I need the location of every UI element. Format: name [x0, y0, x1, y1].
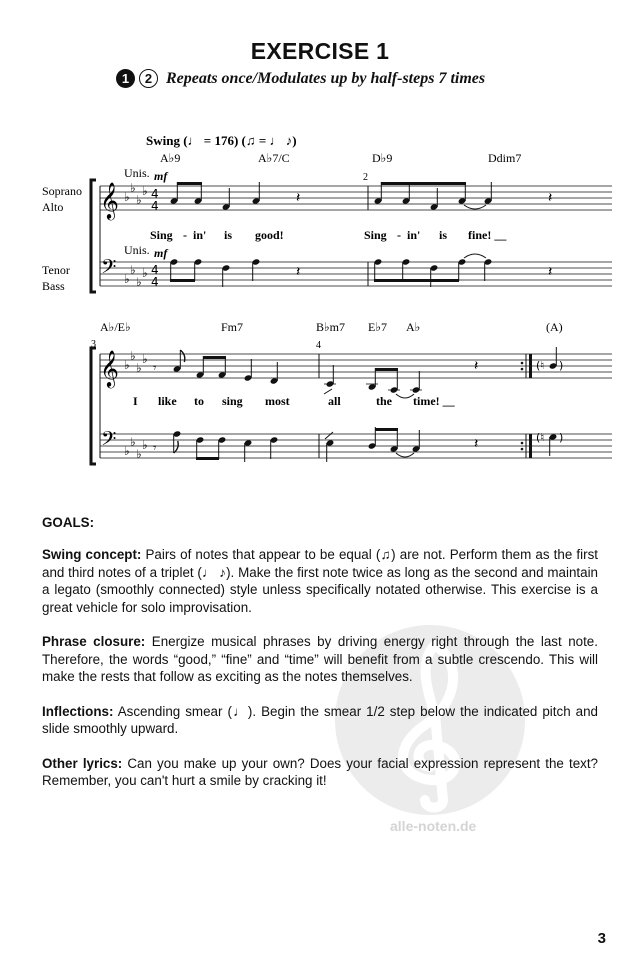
- chord-symbol: Fm7: [221, 320, 244, 334]
- notation: [91, 180, 612, 464]
- goal-swing-concept: [42, 546, 598, 616]
- goal-inflections: [42, 703, 598, 738]
- beam: [170, 279, 195, 282]
- time-signature: 4: [151, 199, 159, 213]
- eighth-rest: 𝄾: [153, 361, 157, 376]
- lyric: the: [376, 394, 392, 408]
- repeat-dot: [521, 448, 524, 451]
- flat-sign: ♭: [142, 266, 148, 280]
- lyric: in': [193, 228, 207, 242]
- goal-label: Phrase closure:: [42, 634, 146, 649]
- lyric: is: [224, 228, 233, 242]
- paren: ): [559, 431, 564, 444]
- beam: [203, 356, 226, 359]
- repeat-dot: [521, 368, 524, 371]
- flat-sign: ♭: [142, 438, 148, 452]
- chord-symbol: A♭: [406, 320, 421, 334]
- goal-other-lyrics: [42, 755, 598, 790]
- voice-label-tenor: Tenor: [42, 263, 70, 277]
- smear-mark: [325, 432, 333, 439]
- goals-heading: GOALS:: [42, 515, 95, 530]
- paren: ): [559, 359, 564, 372]
- flat-sign: ♭: [136, 275, 142, 289]
- chord-symbol: A♭9: [160, 151, 181, 165]
- tie: [396, 394, 414, 398]
- lyric: Sing: [150, 228, 173, 242]
- treble-clef-icon: 𝄞: [100, 181, 119, 219]
- time-signature: 4: [151, 263, 159, 277]
- goal-label: Swing concept:: [42, 547, 142, 562]
- flat-sign: ♭: [136, 447, 142, 461]
- repeat-dot: [521, 362, 524, 365]
- goal-text: Can you make up your own? Does your facial expression represent the text? Remember, you can't hurt a smile by cracking it!: [42, 755, 599, 788]
- chord-symbol: D♭9: [372, 151, 393, 165]
- tempo-marking: Swing (♩ = 176) (♫ = ♩ ♪): [146, 133, 297, 148]
- flat-sign: ♭: [124, 444, 130, 458]
- quarter-rest: 𝄽: [296, 190, 301, 206]
- tie: [396, 453, 414, 457]
- system-bracket: [91, 348, 96, 464]
- system2-chords: [91, 320, 563, 351]
- lyric: to: [194, 394, 204, 408]
- goal-label: Inflections:: [42, 703, 114, 719]
- measure-number: 4: [316, 340, 321, 351]
- exercise-title: EXERCISE 1: [250, 38, 390, 64]
- repeat-dot: [521, 442, 524, 445]
- natural-sign: (♮: [536, 359, 545, 372]
- time-signature: 4: [151, 187, 159, 201]
- lyric: time! __: [413, 394, 455, 408]
- quarter-rest: 𝄽: [474, 436, 479, 452]
- goal-text: Pairs of notes that appear to be equal (♫) are not. Perform them as the first and third notes of a triplet (♩ ♪). Make the first note twice as long as the second and maintain a legato (smoothly connected) style unless specifically notated otherwise. This exercise is a great vehicle for solo improvisation.: [42, 547, 598, 615]
- lyric: Sing: [364, 228, 387, 242]
- voice-label-bass: Bass: [42, 279, 65, 293]
- page-number: 3: [597, 930, 606, 947]
- track-2-badge: 2: [139, 69, 158, 88]
- flat-sign: ♭: [136, 193, 142, 207]
- eighth-rest: 𝄾: [153, 441, 157, 456]
- flat-sign: ♭: [124, 272, 130, 286]
- tie: [464, 254, 486, 258]
- chord-symbol: Ddim7: [488, 151, 522, 165]
- flat-sign: ♭: [130, 263, 136, 277]
- quarter-rest: 𝄽: [548, 264, 553, 280]
- thick-barline: [529, 354, 532, 378]
- chord-symbol: A♭/E♭: [100, 320, 131, 334]
- flat-sign: ♭: [130, 349, 136, 363]
- track-1-badge: 1: [116, 69, 135, 88]
- beam: [177, 182, 202, 185]
- beam: [375, 368, 398, 371]
- system1-lyrics: [150, 228, 507, 242]
- watermark-text: alle-noten.de: [390, 818, 477, 834]
- lyric: -: [397, 228, 401, 242]
- beam: [375, 428, 398, 431]
- lyric: good!: [255, 228, 284, 242]
- flat-sign: ♭: [130, 181, 136, 195]
- tie: [464, 205, 486, 209]
- voice-label-alto: Alto: [42, 200, 64, 214]
- chord-symbol: B♭m7: [316, 320, 345, 334]
- dynamic-mf: mf: [154, 169, 168, 183]
- flat-sign: ♭: [142, 352, 148, 366]
- goal-text: Ascending smear (♩). Begin the smear 1/2 step below the indicated pitch and slide smoothly upward.: [42, 703, 598, 736]
- system1-chords: [160, 151, 521, 165]
- time-signature: 4: [151, 275, 159, 289]
- lyric: is: [439, 228, 448, 242]
- flat-sign: ♭: [130, 435, 136, 449]
- beam: [381, 182, 466, 185]
- unis-label: Unis.: [124, 166, 150, 180]
- subtitle-text: Repeats once/Modulates up by half-steps 7 times: [166, 69, 486, 87]
- chord-symbol: (A): [546, 320, 563, 334]
- goal-label: Other lyrics:: [42, 755, 123, 771]
- chord-symbol: A♭7/C: [258, 151, 290, 165]
- system2-lyrics: [133, 394, 456, 408]
- lyric: all: [328, 394, 341, 408]
- flat-sign: ♭: [142, 184, 148, 198]
- lyric: -: [183, 228, 187, 242]
- measure-number: 3: [91, 339, 96, 350]
- bass-clef-icon: 𝄢: [101, 255, 117, 283]
- natural-sign: (♮: [536, 431, 545, 444]
- flat-sign: ♭: [124, 190, 130, 204]
- beam: [196, 457, 219, 460]
- lyric: in': [407, 228, 421, 242]
- bass-clef-icon: 𝄢: [101, 427, 117, 455]
- beam: [374, 279, 459, 282]
- quarter-rest: 𝄽: [296, 264, 301, 280]
- chord-symbol: E♭7: [368, 320, 387, 334]
- unis-label: Unis.: [124, 243, 150, 257]
- thick-barline: [529, 434, 532, 458]
- goals-list: [42, 546, 598, 807]
- lyric: fine! __: [468, 228, 507, 242]
- dynamic-mf: mf: [154, 246, 168, 260]
- measure-number: 2: [363, 172, 368, 183]
- note-flag: [174, 441, 179, 453]
- voice-label-soprano: Soprano: [42, 184, 82, 198]
- quarter-rest: 𝄽: [548, 190, 553, 206]
- treble-clef-icon: 𝄞: [100, 349, 119, 387]
- quarter-rest: 𝄽: [474, 358, 479, 374]
- lyric: sing: [222, 394, 243, 408]
- lyric: I: [133, 394, 138, 408]
- lyric: most: [265, 394, 290, 408]
- flat-sign: ♭: [124, 358, 130, 372]
- flat-sign: ♭: [136, 361, 142, 375]
- system-bracket: [91, 180, 96, 292]
- goal-phrase-closure: [42, 633, 598, 686]
- goal-text: Energize musical phrases by driving energy right through the last note. Therefore, the words “good,” “fine” and “time” will benefit from a subtle crescendo. This will make the rests that follow as exciting as the notes themselves.: [42, 634, 598, 684]
- lyric: like: [158, 394, 177, 408]
